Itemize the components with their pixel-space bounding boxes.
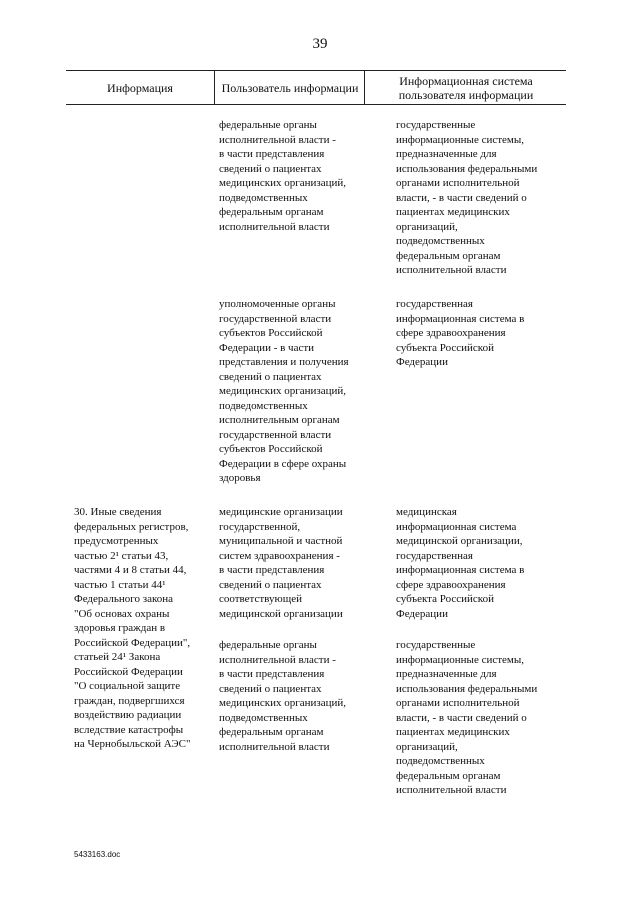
row-3-user: медицинские организации государственной, муниципальной и частной систем здравоохранения - в части представления сведений о пациентах соответствующей медицинской организации bbox=[219, 506, 343, 620]
header-user-label: Пользователь информации bbox=[221, 80, 359, 95]
row-4-user: федеральные органы исполнительной власти - в части представления сведений о пациентах медицинских организаций, подведомственных федеральным органам исполнительной власти bbox=[219, 639, 347, 753]
row-1-user: федеральные органы исполнительной власти - в части представления сведений о пациентах медицинских организаций, подведомственных федеральным органам исполнительной власти bbox=[219, 119, 347, 233]
row-3-system: медицинская информационная система медицинской организации, государственная информационная система в сфере здравоохранения субъекта Российской Федерации bbox=[396, 506, 525, 620]
row-2-user: уполномоченные органы государственной власти субъектов Российской Федерации - в части представления и получения сведений о пациентах медицинских организаций, подведомственных исполнительным органам государственной власти субъектов Российской Федерации в сфере охраны здоровья bbox=[219, 298, 349, 484]
row-2-system: государственная информационная система в сфере здравоохранения субъекта Российской Федерации bbox=[396, 298, 525, 368]
row-3-info: 30. Иные сведения федеральных регистров, предусмотренных частью 2¹ статьи 43, частями 4 и 8 статьи 44, частью 1 статьи 44¹ Федерального закона "Об основах охраны здоровья граждан в Российской Федерации", статьей 24¹ Закона Российской Федерации "О социальной защите граждан, подвергшихся воздействию радиации вследствие катастрофы на Чернобыльской АЭС" bbox=[74, 506, 191, 750]
page-number: 39 bbox=[312, 36, 328, 52]
footer-filename: 5433163.doc bbox=[74, 850, 121, 859]
header-info: Информация bbox=[107, 80, 173, 95]
header-system bbox=[364, 71, 567, 104]
table-header bbox=[66, 70, 566, 105]
row-1-system: государственные информационные системы, предназначенные для использования федеральными органами исполнительной власти, - в части сведений о пациентах медицинских организаций, подведомственных федеральным органам исполнительной власти bbox=[396, 119, 538, 276]
row-4-system: государственные информационные системы, предназначенные для использования федеральными органами исполнительной власти, - в части сведений о пациентах медицинских организаций, подведомственных федеральным органам исполнительной власти bbox=[396, 639, 538, 796]
header-system-label: Информационная система пользователя информации bbox=[398, 73, 534, 102]
header-user bbox=[214, 71, 365, 104]
